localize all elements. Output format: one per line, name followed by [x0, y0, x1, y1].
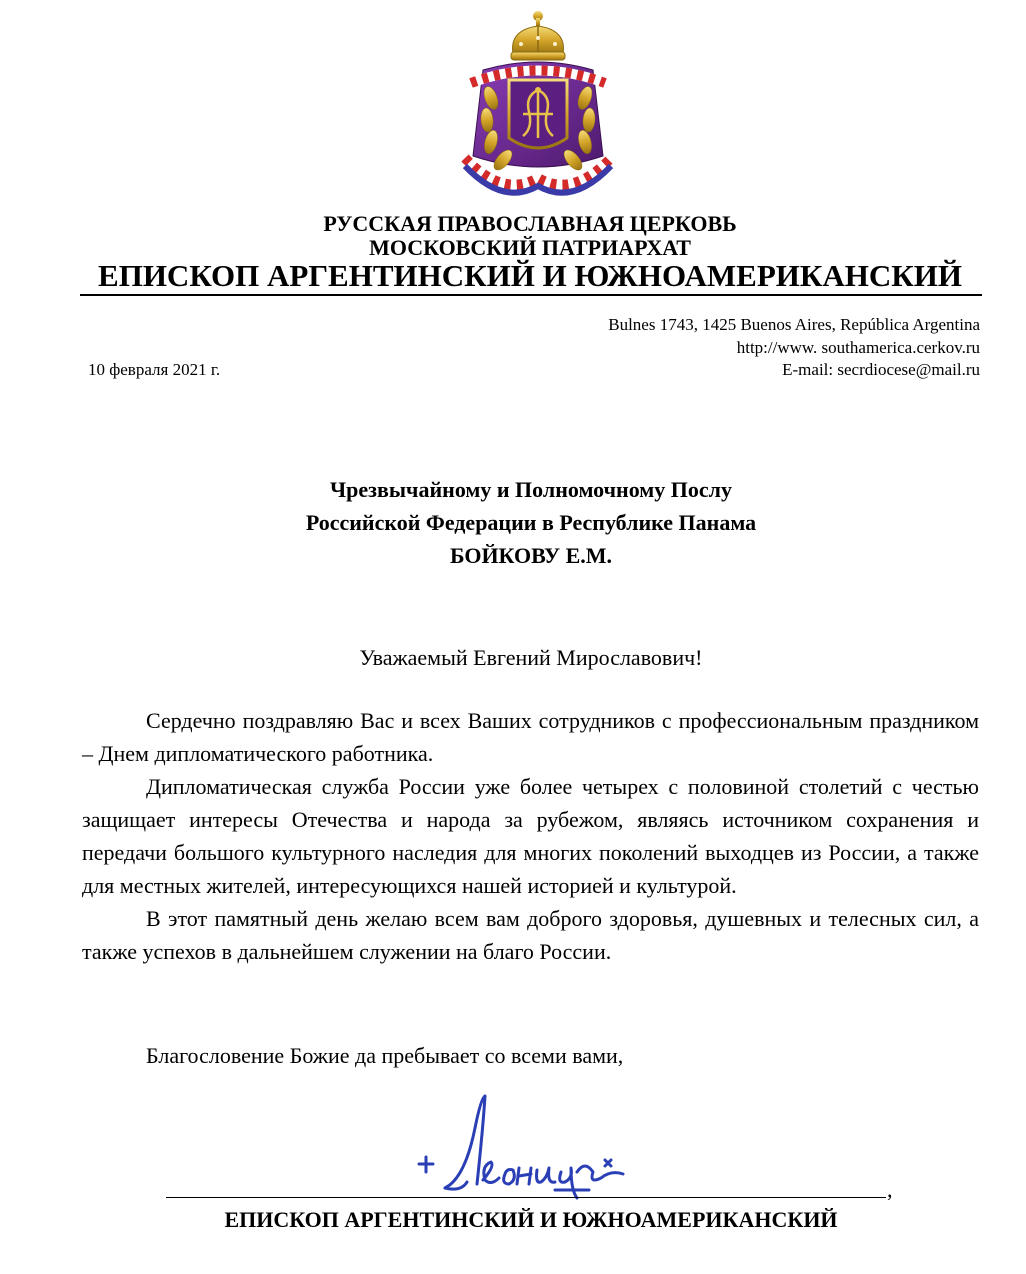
recipient-name: БОЙКОВУ Е.М. [449, 543, 613, 568]
address-street: Bulnes 1743, 1425 Buenos Aires, República Argentina [608, 315, 980, 334]
closing-blessing: Благословение Божие да пребывает со всеми вами, [146, 1043, 624, 1068]
recipient-line-1: Чрезвычайному и Полномочному Послу [330, 477, 732, 502]
signature-line [166, 1197, 886, 1198]
header-patriarchate: МОСКОВСКИЙ ПАТРИАРХАТ [369, 235, 691, 260]
signature-comma: , [887, 1177, 893, 1202]
diocese-emblem-logo [443, 8, 633, 208]
body-paragraph: В этот памятный день желаю всем вам доброго здоровья, душевных и телесных сил, а также успехов в дальнейшем служении на благо России. [82, 906, 979, 964]
salutation: Уважаемый Евгений Мирославович! [359, 645, 703, 670]
signature-title: ЕПИСКОП АРГЕНТИНСКИЙ И ЮЖНОАМЕРИКАНСКИЙ [224, 1207, 838, 1232]
header-bishop-title: ЕПИСКОП АРГЕНТИНСКИЙ И ЮЖНОАМЕРИКАНСКИЙ [98, 258, 962, 293]
letter-date: 10 февраля 2021 г. [88, 360, 221, 379]
body-paragraph: Сердечно поздравляю Вас и всех Ваших сотрудников с профессиональным праздником – Днем дипломатического работника. [82, 708, 979, 766]
address-website: http://www. southamerica.cerkov.ru [736, 338, 980, 357]
header-church-name: РУССКАЯ ПРАВОСЛАВНАЯ ЦЕРКОВЬ [323, 211, 737, 236]
recipient-line-2: Российской Федерации в Республике Панама [305, 510, 757, 535]
letter-body [82, 704, 979, 968]
crown-icon [511, 11, 565, 60]
address-email: E-mail: secrdiocese@mail.ru [782, 360, 980, 379]
handwritten-signature [405, 1088, 655, 1218]
body-paragraph: Дипломатическая служба России уже более четырех с половиной столетий с честью защищает интересы Отечества и народа за рубежом, являясь источником сохранения и передачи большого культурного наследия для многих поколений выходцев из России, а также для местных жителей, интересующихся нашей историей и культурой. [82, 774, 979, 898]
header-divider [80, 294, 982, 296]
